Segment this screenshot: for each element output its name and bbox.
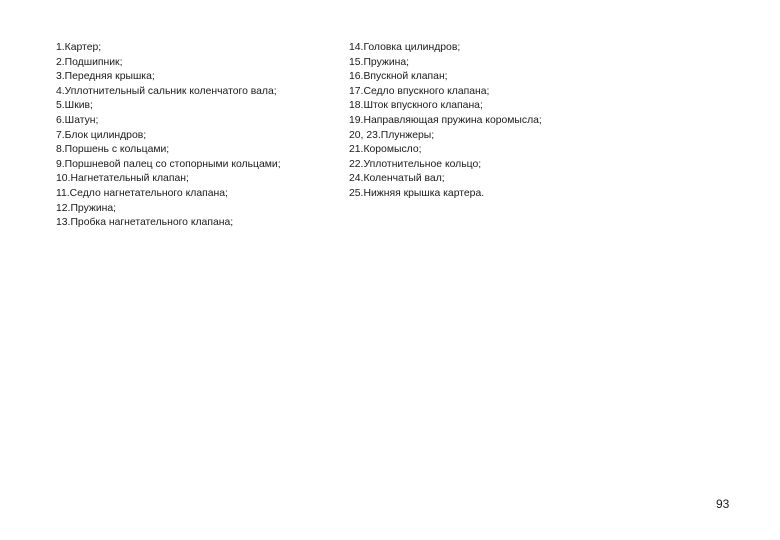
legend-item: 17.Седло впускного клапана; <box>349 85 490 97</box>
page-number: 93 <box>716 497 730 511</box>
legend-item: 1.Картер; <box>56 42 102 53</box>
legend-item: 6.Шатун; <box>56 114 99 126</box>
legend-item: 9.Поршневой палец со стопорными кольцами; <box>56 158 281 170</box>
legend-item: 22.Уплотнительное кольцо; <box>349 158 482 170</box>
legend-item: 12.Пружина; <box>56 202 117 214</box>
legend-item: 11.Седло нагнетательного клапана; <box>56 187 228 199</box>
legend-item: 20, 23.Плунжеры; <box>349 129 435 141</box>
legend-item: 21.Коромысло; <box>349 144 422 156</box>
legend-item: 14.Головка цилиндров; <box>349 42 461 53</box>
legend-item: 3.Передняя крышка; <box>56 71 155 83</box>
legend-item: 5.Шкив; <box>56 100 93 112</box>
legend-item: 7.Блок цилиндров; <box>56 129 147 141</box>
legend-item: 15.Пружина; <box>349 56 410 68</box>
legend-item: 8.Поршень с кольцами; <box>56 144 170 156</box>
legend-item: 4.Уплотнительный сальник коленчатого вала; <box>56 85 277 97</box>
legend-item: 19.Направляющая пружина коромысла; <box>349 114 542 126</box>
legend-item: 24.Коленчатый вал; <box>349 173 445 185</box>
legend-item: 25.Нижняя крышка картера. <box>349 187 485 199</box>
legend-item: 10.Нагнетательный клапан; <box>56 173 189 185</box>
legend-left-column <box>56 41 281 231</box>
legend-right-column <box>349 41 542 202</box>
legend-item: 13.Пробка нагнетательного клапана; <box>56 217 234 229</box>
legend-item: 16.Впускной клапан; <box>349 71 448 83</box>
legend-item: 2.Подшипник; <box>56 56 123 68</box>
legend-item: 18.Шток впускного клапана; <box>349 100 483 112</box>
